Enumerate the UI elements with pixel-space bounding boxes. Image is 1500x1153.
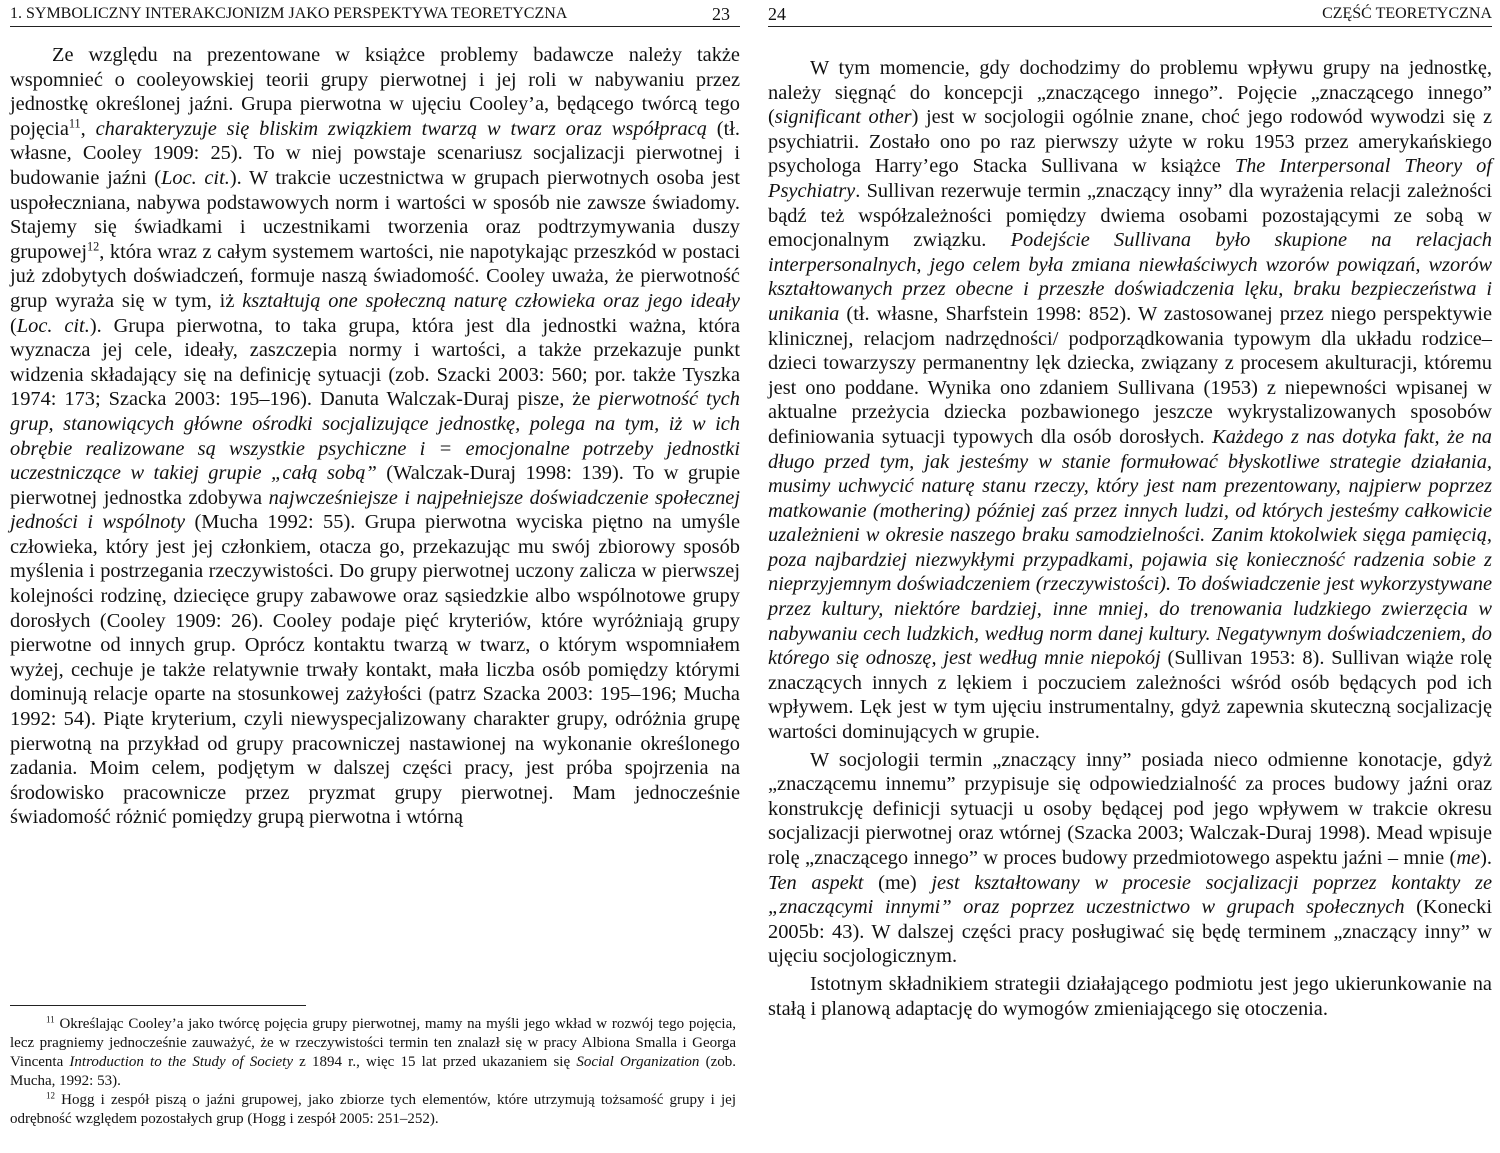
- body-text: [768, 56, 1492, 1021]
- italic-quote: jest kształtowany w procesie socjalizacji poprzez kontakty ze „znaczącymi innymi” oraz poprzez uczestnictwo w grupach społecznych: [768, 871, 1492, 919]
- footnote-11: [10, 1015, 736, 1091]
- footnote-number: 11: [46, 1014, 55, 1025]
- right-page: [758, 0, 1500, 1153]
- text-run: ) jest w socjologii ogólnie znane, choć jego rodowód wywodzi się z psychiatrii. Zostało ono po raz pierwszy użyte w roku 1953 przez amerykańskiego psychologa Harry’ego Stacka Sullivana w książce: [768, 106, 1492, 178]
- text-run: ,: [80, 117, 96, 140]
- body-text: [10, 43, 740, 830]
- text-run: , która wraz z całym systemem wartości, nie napotykając przeszkód w postaci już zdobytych doświadczeń, formuje naszą świadomość. Cooley uważa, że pierwotność grup wyraża się w tym, iż: [10, 240, 740, 312]
- book-title: Introduction to the Study of Society: [69, 1054, 294, 1070]
- text-run: ). W trakcie uczestnictwa w grupach pierwotnych osoba jest uspołeczniana, nabywa podstawowych norm i wartości w sposób nie zawsze świadomy. Stajemy się świadkami i uczestnikami tworzenia oraz podtrzymywania duszy grupowej: [10, 166, 740, 263]
- paragraph: [10, 43, 740, 830]
- italic-quote: Podejście Sullivana było skupione na relacjach interpersonalnych, jego celem była zmiana niewłaściwych wzorów powiązań, wzorów kształtowanych przez obecne i przeszłe doświadczenia lęku, braku bezpieczeństwa i unikania: [768, 229, 1493, 325]
- footnote-number: 12: [46, 1090, 55, 1101]
- book-title: Social Organization: [576, 1054, 700, 1070]
- header-title: 1. SYMBOLICZNY INTERAKCJONIZM JAKO PERSPEKTYWA TEORETYCZNA: [10, 5, 568, 22]
- text-run: (me): [863, 871, 932, 894]
- text-run: (Konecki 2005b: 43). W dalszej części pracy posługiwać się będę terminem „znaczący inny” w ujęciu socjologicznym.: [768, 896, 1492, 968]
- text-run: (Mucha 1992: 55). Grupa pierwotna wyciska piętno na umyśle człowieka, który jest jej członkiem, otacza go, przekazując mu swój zbiorowy sposób myślenia i postrzegania rzeczywistości. Do grupy pierwotnej uczony zalicza w pierwszej kolejności rodzinę, dziecięce grupy zabawowe oraz sąsiedzkie albo wspólnotowe grupy dorosłych (Cooley 1909: 26). Cooley podaje pięć kryteriów, które wyróżniają grupy pierwotne od innych grup. Oprócz kontaktu twarzą w twarz, o którym wspomniałem wyżej, cechuje je także relatywnie trwały kontakt, mała liczba osób pomiędzy którymi dominują relacje oparte na stosunkowej zażyłości (patrz Szacka 2003: 195–196; Mucha 1992: 54). Piąte kryterium, czyli niewyspecjalizowany charakter grupy, odróżnia grupę pierwotną na przykład od grupy pracowniczej nastawionej na wykonanie określonego zadania. Moim celem, podjętym w dalszej części pracy, jest próba spojrzenia na środowisko pracownicze przez pryzmat grupy pierwotnej. Mam jednocześnie świadomość różnić pomiędzy grupą pierwotna i wtórną: [10, 511, 741, 829]
- text-run: ). Grupa pierwotna, to taka grupa, która jest dla jednostki ważna, która wyznacza jej cele, ideały, zaszczepia normy i wartości, a także przekazuje punkt widzenia składający się na definicję sytuacji (zob. Szacki 2003: 560; por. także Tyszka 1974: 173; Szacka 2003: 195–196). Danuta Walczak-Duraj pisze, że: [10, 314, 740, 411]
- paragraph: [768, 748, 1492, 969]
- italic-quote: kształtują one społeczną naturę człowieka oraz jego ideały: [242, 289, 740, 312]
- left-page: [0, 0, 748, 1153]
- footnote-12: [10, 1091, 736, 1129]
- text-run: (: [10, 314, 17, 337]
- footnote-ref[interactable]: 12: [87, 239, 100, 254]
- text-run: (tł. własne, Cooley 1909: 25). To w niej powstaje scenariusz socjalizacji pierwotnej i budowanie jaźni (: [10, 117, 740, 189]
- italic-quote: pierwotność tych grup, stanowiących główne ośrodki socjalizujące jednostkę, polega na tym, iż w ich obrębie realizowane są wszystkie psychiczne i = emocjonalne potrzeby jednostki uczestniczące w takiej grupie „całą sobą”: [10, 388, 740, 485]
- footnote-ref[interactable]: 11: [68, 116, 81, 131]
- italic-term: me: [1456, 847, 1481, 869]
- text-run: Określając Cooley’a jako twórcę pojęcia grupy pierwotnej, mamy na myśli jego wkład w rozwój tego pojęcia, lecz pragniemy jednocześnie zauważyć, że w rzeczywistości termin ten znalazł się w pracy Albiona Smalla i Georga Vincenta: [10, 1016, 736, 1070]
- text-run: (Sullivan 1953: 8). Sullivan wiąże rolę znaczących innych z lękiem i poczuciem zależności wśród osób będących pod ich wpływem. Lęk jest w tym ujęciu instrumentalny, gdyż zapewnia skuteczną socjalizację wartości dominujących w grupie.: [768, 647, 1492, 744]
- text-run: W tym momencie, gdy dochodzimy do problemu wpływu grupy na jednostkę, należy sięgnąć do koncepcji „znaczącego innego”. Pojęcie „znaczącego innego” (: [768, 57, 1492, 129]
- footnotes: [10, 1015, 736, 1129]
- paragraph: [768, 56, 1492, 745]
- text-run: (zob. Mucha, 1992: 53).: [10, 1054, 737, 1089]
- page-number: 24: [768, 4, 786, 24]
- text-run: z 1894 r., więc 15 lat przed ukazaniem się: [293, 1054, 577, 1070]
- italic-quote: Ten aspekt: [768, 871, 864, 894]
- text-run: Ze względu na prezentowane w książce problemy badawcze należy także wspomnieć o cooleyowskiej teorii grupy pierwotnej i jej roli w nabywaniu przez jednostkę określonej jaźni. Grupa pierwotna w ujęciu Cooley’a, będącego twórcą tego pojęcia: [10, 44, 740, 140]
- italic-quote: Każdego z nas dotyka fakt, że na długo przed tym, jak jesteśmy w stanie formułować błyskotliwe strategie działania, musimy uchwycić naturę stanu rzeczy, który jest nam prezentowany, najpierw poprzez matkowanie (mothering) później zaś przez innych ludzi, od których jesteśmy całkowicie uzależnieni w okresie naszego braku samodzielności. Zanim ktokolwiek sięga pamięcią, poza najbardziej niezwykłymi przypadkami, pojawia się konieczność radzenia sobie z nieprzyjemnym doświadczeniem (rzeczywistości). To doświadczenie jest wykorzystywane przez kultury, niektóre bardziej, inne mniej, do trenowania ludzkiego zwierzęcia w nabywaniu cech ludzkich, według norm danej kultury. Negatywnym doświadczeniem, do którego się odnoszę, jest według mnie niepokój: [768, 425, 1492, 670]
- footnote-divider: [10, 1005, 306, 1006]
- italic-citation: Loc. cit.: [16, 314, 90, 337]
- text-run: W socjologii termin „znaczący inny” posiada nieco odmienne konotacje, gdyż „znaczącemu innemu” przypisuje się odpowiedzialność za proces budowy jaźni oraz konstrukcję definicji sytuacji u osoby będącej pod jego wpływem w trakcie okresu socjalizacji pierwotnej oraz wtórnej (Szacka 2003; Walczak-Duraj 1998). Mead wpisuje rolę „znaczącego innego” w proces budowy przedmiotowego aspektu jaźni – mnie (: [768, 748, 1492, 869]
- text-run: (Walczak-Duraj 1998: 139). To w grupie pierwotnej jednostka zdobywa: [10, 462, 740, 509]
- running-header: [10, 4, 740, 27]
- italic-citation: Loc. cit.: [161, 166, 230, 189]
- header-title: CZĘŚĆ TEORETYCZNA: [1322, 5, 1492, 22]
- text-run: Hogg i zespół piszą o jaźni grupowej, jako zbiorze tych elementów, które utrzymują tożsamość grupy i jej odrębność względem pozostałych grup (Hogg i zespół 2005: 251–252).: [10, 1092, 736, 1127]
- text-run: ).: [1480, 847, 1492, 869]
- running-header: [768, 4, 1492, 27]
- italic-quote: najwcześniejsze i najpełniejsze doświadczenie społecznej jedności i wspólnoty: [10, 486, 740, 534]
- text-run: . Sullivan rezerwuje termin „znaczący inny” dla wyrażenia relacji zależności bądź też współzależności pomiędzy dwiema osobami pozostającymi ze sobą w emocjonalnym związku.: [768, 179, 1492, 252]
- text-run: (tł. własne, Sharfstein 1998: 852). W zastosowanej przez niego perspektywie klinicznej, relacjom nadrzędności/ podporządkowania typowym dla układu rodzice–dzieci towarzyszy permanentny lęk dziecka, związany z procesem akulturacji, któremu jest ono poddane. Wynika ono zdaniem Sullivana (1953) z niepewności wpisanej w aktualne przeżycia dziecka pozbawionego jeszcze wykrystalizowanych sposobów definiowania sytuacji typowych dla osób dorosłych.: [768, 302, 1492, 448]
- page-number: 23: [712, 4, 730, 24]
- italic-quote: charakteryzuje się bliskim związkiem twarzą w twarz oraz współpracą: [95, 117, 707, 140]
- book-title: The Interpersonal Theory of Psychiatry: [768, 155, 1492, 202]
- italic-term: significant other: [774, 106, 912, 129]
- paragraph: Istotnym składnikiem strategii działającego podmiotu jest jego ukierunkowanie na stałą i planową adaptację do wymogów zmieniającego się otoczenia.: [768, 972, 1492, 1020]
